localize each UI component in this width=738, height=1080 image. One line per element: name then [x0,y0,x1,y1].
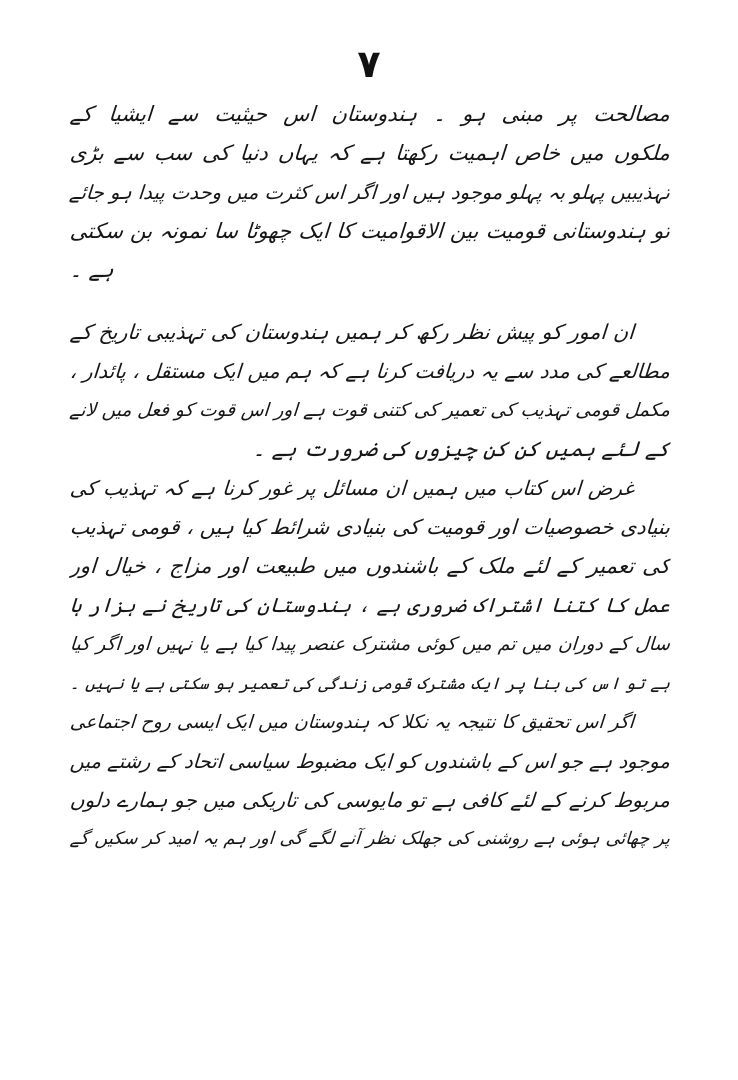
text-line: مطالعے کی مدد سے یہ دریافت کرنا ہے کہ ہم میں ایک مستقل ، پائدار ، [69,359,671,383]
text-line: ہے ۔ [69,258,115,282]
text-line: غرض اس کتاب میں ہمیں ان مسائل پر غور کرنا ہے کہ تہذیب کی [69,476,635,500]
text-line: موجود ہے جو اس کے باشندوں کو ایک مضبوط سیاسی اتحاد کے رشتے میں [69,750,671,773]
text-line: اگر اس تحقیق کا نتیجہ یہ نکلا کہ ہندوستان میں ایک ایسی روح اجتماعی [69,712,635,733]
text-line: پر چھائی ہوئی ہے روشنی کی جھلک نظر آنے لگے گی اور ہم یہ امید کر سکیں گے [69,829,671,849]
text-line: مربوط کرنے کے لئے کافی ہے تو مایوسی کی تاریکی میں جو ہمارے دلوں [69,788,671,812]
text-line: ان امور کو پیش نظر رکھ کر ہمیں ہندوستان کی تہذیبی تاریخ کے [69,320,635,344]
text-line: کی تعمیر کے لئے ملک کے باشندوں میں طبیعت اور مزاج ، خیال اور [69,554,671,578]
text-line: ملکوں میں خاص اہمیت رکھتا ہے کہ یہاں دنیا کی سب سے بڑی [69,141,671,165]
body-text [70,95,670,859]
text-line: عمل کا کتنا اشتراک ضروری ہے ، ہندوستان کی تاریخ نے ہزار ہا [69,593,671,617]
text-line: سال کے دوران میں تم میں کوئی مشترک عنصر پیدا کیا ہے یا نہیں اور اگر کیا [69,634,671,655]
text-line: تو ہندوستانی قومیت بین الاقوامیت کا ایک چھوٹا سا نمونہ بن سکتی [69,219,671,243]
text-line: مصالحت پر مبنی ہو ۔ ہندوستان اس حیثیت سے ایشیا کے [69,102,671,126]
text-line: ہے تو اس کی بنا پر ایک مشترک قومی زندگی کی تعمیر ہو سکتی ہے یا نہیں ۔ [69,674,671,693]
page-number: ۷ [357,42,381,86]
text-line: تہذیبیں پہلو بہ پہلو موجود ہیں اور اگر اس کثرت میں وحدت پیدا ہو جائے [68,181,671,204]
text-line: کے لئے ہمیں کن کن چیزوں کی ضرورت ہے ۔ [252,437,671,461]
text-line: مکمل قومی تہذیب کی تعمیر کی کتنی قوت ہے اور اس قوت کو فعل میں لانے [68,400,671,421]
text-line: بنیادی خصوصیات اور قومیت کی بنیادی شرائط کیا ہیں ، قومی تہذیب [69,515,671,539]
